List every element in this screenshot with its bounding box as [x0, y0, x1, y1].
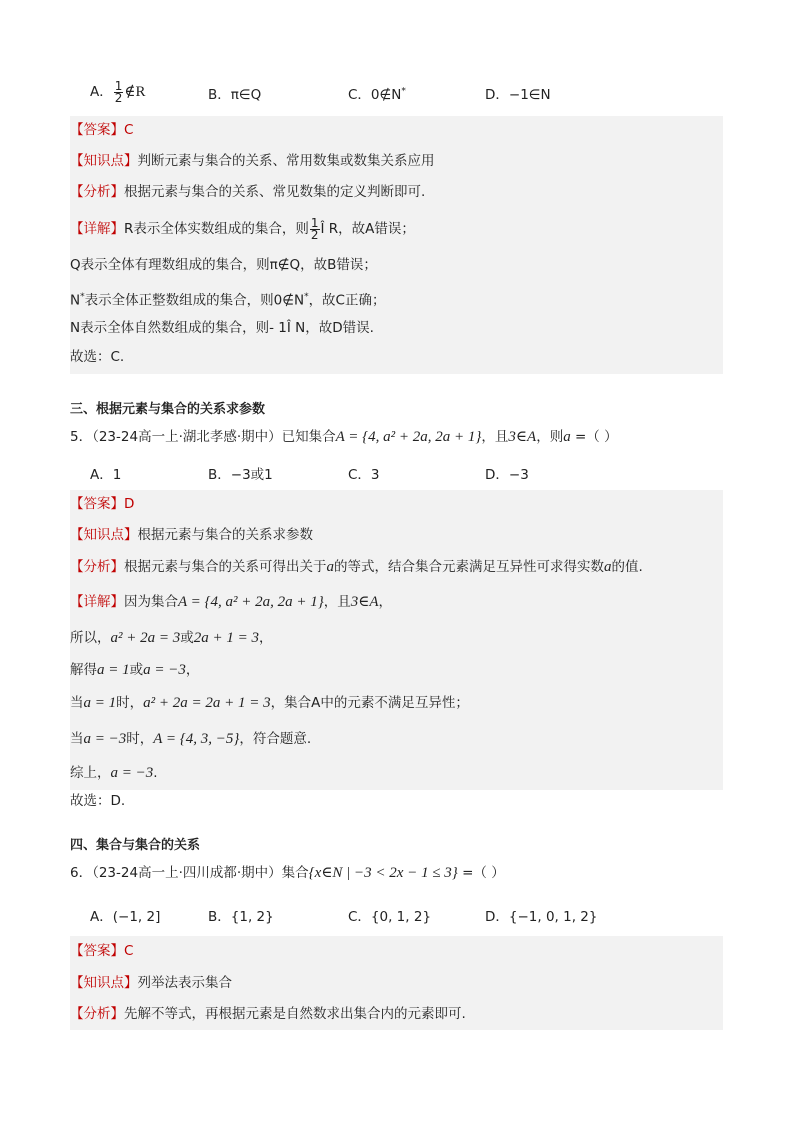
- q6-option-c: C．{0, 1, 2}: [348, 909, 432, 925]
- q5-option-d: D．−3: [485, 467, 529, 483]
- q6-stem: 6．（23-24高一上·四川成都·期中）集合{x∈N | −3 < 2x − 1 ≤ 3} =（ ）: [70, 865, 505, 881]
- q5-detail-line-2: 所以，a² + 2a = 3或2a + 1 = 3，: [70, 622, 723, 656]
- q4-option-d: D．−1∈N: [485, 87, 551, 103]
- q5-stem: 5．（23-24高一上·湖北孝感·期中）已知集合A = {4, a² + 2a, 2a + 1}，且3∈A，则a =（ ）: [70, 429, 618, 445]
- q5-conclusion: 故选：D.: [70, 793, 126, 809]
- q4-option-c: C．0∉N*: [348, 86, 406, 103]
- q4-option-a: A． $\frac{1}{2}$ ∉R: [90, 78, 146, 105]
- q5-detail-row: 【详解】因为集合A = {4, a² + 2a, 2a + 1}，且3∈A，: [70, 584, 723, 622]
- fraction: $\frac{1}{2}$: [310, 215, 319, 242]
- q5-option-b: B．−3或1: [208, 467, 273, 483]
- q4-detail-line-4: N表示全体自然数组成的集合，则- 1Î N，故D错误.: [70, 314, 723, 344]
- q6-option-b: B．{1, 2}: [208, 909, 274, 925]
- q4-analysis-row: 【分析】根据元素与集合的关系、常见数集的定义判断即可.: [70, 178, 723, 210]
- q4-knowledge-row: 【知识点】判断元素与集合的关系、常用数集或数集关系应用: [70, 148, 723, 178]
- q4-answer-row: [70, 116, 723, 148]
- q6-knowledge-row: 【知识点】列举法表示集合: [70, 968, 723, 1000]
- answer-tag: 【答案】: [70, 122, 124, 138]
- q5-detail-line-4: 当a = 1时，a² + 2a = 2a + 1 = 3，集合A中的元素不满足互异性；: [70, 686, 723, 722]
- q4-conclusion: 故选：C.: [70, 344, 723, 374]
- q5-detail-line-3: 解得a = 1或a = −3，: [70, 656, 723, 686]
- q6-option-d: D．{−1, 0, 1, 2}: [485, 909, 598, 925]
- q6-answer-row: 【答案】C: [70, 936, 723, 968]
- section-heading-4: 四、集合与集合的关系: [70, 838, 201, 853]
- q4-detail-line-2: Q表示全体有理数组成的集合，则π∉Q，故B错误；: [70, 250, 723, 282]
- q4-detail-line-3: N*表示全体正整数组成的集合，则0∉N*，故C正确；: [70, 282, 723, 314]
- section-heading-3: 三、根据元素与集合的关系求参数: [70, 402, 266, 417]
- q5-answer-row: 【答案】D: [70, 490, 723, 520]
- q6-analysis-row: 【分析】先解不等式，再根据元素是自然数求出集合内的元素即可.: [70, 1000, 723, 1030]
- q5-options: [70, 460, 723, 486]
- q4-option-b: B．π∈Q: [208, 87, 262, 103]
- q5-detail-line-6: 综上，a = −3.: [70, 758, 723, 790]
- q5-option-a: A．1: [90, 467, 122, 483]
- q4-detail-row: 【详解】R表示全体实数组成的集合，则 $\frac{1}{2}$ Î R，故A错误；: [70, 210, 723, 250]
- q5-detail-line-5: 当a = −3时，A = {4, 3, −5}，符合题意.: [70, 722, 723, 758]
- q5-knowledge-row: 【知识点】根据元素与集合的关系求参数: [70, 520, 723, 552]
- fraction: $\frac{1}{2}$: [114, 78, 123, 105]
- q4-options: [70, 80, 723, 106]
- q5-analysis-row: 【分析】根据元素与集合的关系可得出关于a的等式，结合集合元素满足互异性可求得实数a的值.: [70, 552, 723, 584]
- answer-value: C: [124, 122, 134, 138]
- q6-options: [70, 902, 723, 928]
- q5-option-c: C．3: [348, 467, 380, 483]
- q6-option-a: A．(−1, 2]: [90, 909, 161, 925]
